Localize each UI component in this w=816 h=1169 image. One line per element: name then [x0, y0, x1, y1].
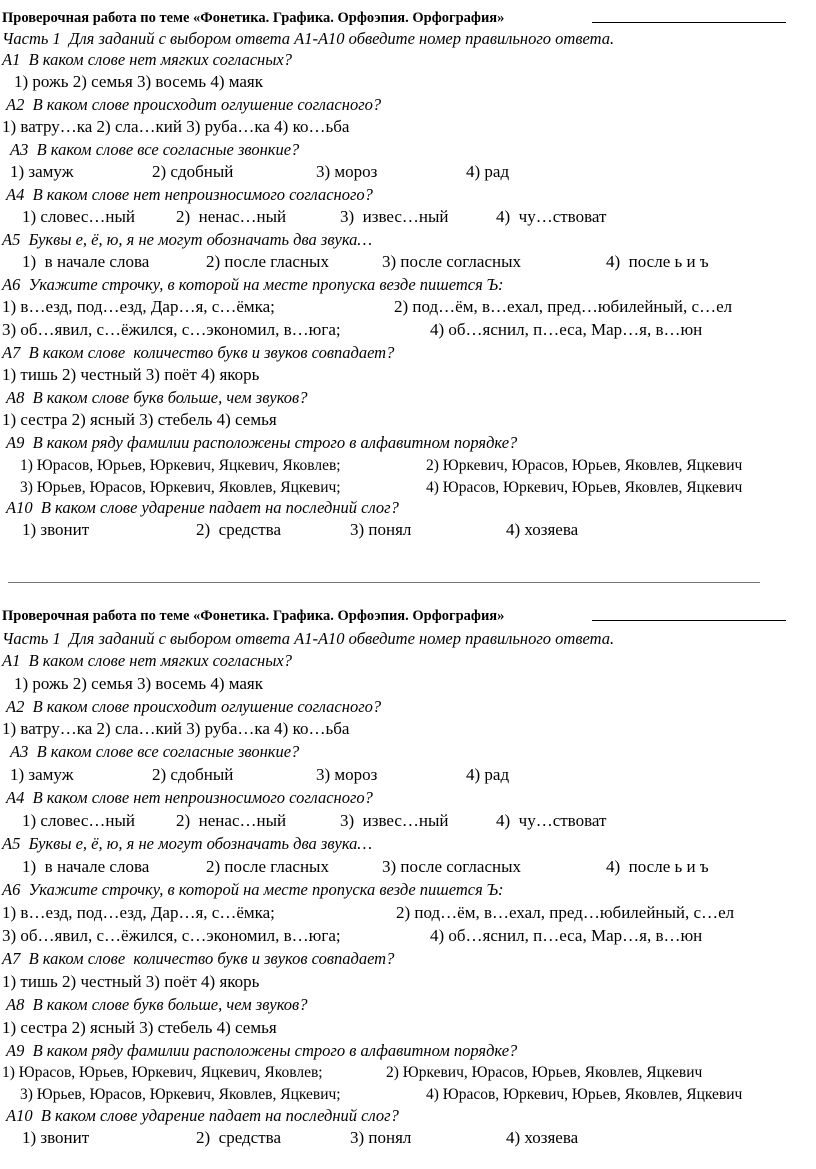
- answer-option[interactable]: 2) после гласных: [206, 857, 329, 876]
- question-a8: А8 В каком слове букв больше, чем звуков?: [6, 388, 308, 407]
- question-a3: А3 В каком слове все согласные звонкие?: [10, 140, 300, 159]
- answer-line[interactable]: 1) рожь 2) семья 3) восемь 4) маяк: [14, 72, 264, 91]
- answer-option[interactable]: 1) звонит: [22, 520, 90, 539]
- answer-option[interactable]: 2) ненас…ный: [176, 811, 287, 830]
- cut-separator-line: [8, 582, 760, 583]
- answer-line[interactable]: 1) рожь 2) семья 3) восемь 4) маяк: [14, 674, 264, 693]
- answer-option[interactable]: 3) понял: [350, 1128, 412, 1147]
- question-a4: А4 В каком слове нет непроизносимого согласного?: [6, 788, 373, 807]
- answer-option[interactable]: 4) рад: [466, 765, 510, 784]
- question-a5: А5 Буквы е, ё, ю, я не могут обозначать два звука…: [2, 834, 373, 853]
- question-a9: А9 В каком ряду фамилии расположены строго в алфавитном порядке?: [6, 433, 518, 452]
- question-a5: А5 Буквы е, ё, ю, я не могут обозначать два звука…: [2, 230, 373, 249]
- answer-line[interactable]: 1) сестра 2) ясный 3) стебель 4) семья: [2, 410, 277, 429]
- question-a9: А9 В каком ряду фамилии расположены строго в алфавитном порядке?: [6, 1041, 518, 1060]
- answer-option[interactable]: 4) после ь и ъ: [606, 252, 709, 271]
- answer-option[interactable]: 3) мороз: [316, 162, 378, 181]
- answer-option[interactable]: 3) об…явил, с…ёжился, с…экономил, в…юга;: [2, 320, 341, 339]
- answer-option[interactable]: 1) замуж: [10, 162, 74, 181]
- answer-option[interactable]: 4) хозяева: [506, 1128, 579, 1147]
- answer-option[interactable]: 1) словес…ный: [22, 811, 135, 830]
- answer-option[interactable]: 3) понял: [350, 520, 412, 539]
- answer-option[interactable]: 1) в начале слова: [22, 857, 150, 876]
- answer-option[interactable]: 2) под…ём, в…ехал, пред…юбилейный, с…ел: [394, 297, 733, 316]
- name-blank-line[interactable]: [592, 22, 786, 23]
- answer-option[interactable]: 1) Юрасов, Юрьев, Юркевич, Яцкевич, Яковлев;: [2, 1064, 323, 1081]
- answer-option[interactable]: 4) хозяева: [506, 520, 579, 539]
- answer-option[interactable]: 4) чу…ствоват: [496, 811, 607, 830]
- answer-option[interactable]: 4) об…яснил, п…еса, Мар…я, в…юн: [430, 926, 703, 945]
- answer-option[interactable]: 1) Юрасов, Юрьев, Юркевич, Яцкевич, Яковлев;: [20, 457, 341, 474]
- answer-option[interactable]: 1) звонит: [22, 1128, 90, 1147]
- answer-option[interactable]: 3) извес…ный: [340, 811, 449, 830]
- instructions: Часть 1 Для заданий с выбором ответа А1-А10 обведите номер правильного ответа.: [2, 29, 615, 48]
- instructions: Часть 1 Для заданий с выбором ответа А1-А10 обведите номер правильного ответа.: [2, 629, 615, 648]
- question-a10: А10 В каком слове ударение падает на последний слог?: [6, 498, 399, 517]
- answer-option[interactable]: 3) после согласных: [382, 252, 522, 271]
- question-a2: А2 В каком слове происходит оглушение согласного?: [6, 697, 382, 716]
- answer-line[interactable]: 1) ватру…ка 2) сла…кий 3) руба…ка 4) ко…ьба: [2, 117, 350, 136]
- answer-line[interactable]: 1) тишь 2) честный 3) поёт 4) якорь: [2, 972, 260, 991]
- answer-option[interactable]: 3) мороз: [316, 765, 378, 784]
- answer-line[interactable]: 1) ватру…ка 2) сла…кий 3) руба…ка 4) ко…ьба: [2, 719, 350, 738]
- answer-option[interactable]: 2) средства: [196, 1128, 281, 1147]
- answer-option[interactable]: 4) Юрасов, Юркевич, Юрьев, Яковлев, Яцкевич: [426, 1086, 743, 1103]
- question-a4: А4 В каком слове нет непроизносимого согласного?: [6, 185, 373, 204]
- answer-option[interactable]: 2) сдобный: [152, 765, 234, 784]
- question-a7: А7 В каком слове количество букв и звуков совпадает?: [2, 343, 395, 362]
- answer-option[interactable]: 4) Юрасов, Юркевич, Юрьев, Яковлев, Яцкевич: [426, 479, 743, 496]
- name-blank-line[interactable]: [592, 620, 786, 621]
- answer-option[interactable]: 3) извес…ный: [340, 207, 449, 226]
- answer-option[interactable]: 2) средства: [196, 520, 281, 539]
- answer-option[interactable]: 1) в…езд, под…езд, Дар…я, с…ёмка;: [2, 297, 275, 316]
- answer-option[interactable]: 4) об…яснил, п…еса, Мар…я, в…юн: [430, 320, 703, 339]
- answer-option[interactable]: 4) чу…ствоват: [496, 207, 607, 226]
- answer-option[interactable]: 4) после ь и ъ: [606, 857, 709, 876]
- worksheet-title: Проверочная работа по теме «Фонетика. Графика. Орфоэпия. Орфография»: [2, 10, 505, 26]
- answer-option[interactable]: 2) сдобный: [152, 162, 234, 181]
- answer-option[interactable]: 3) Юрьев, Юрасов, Юркевич, Яковлев, Яцкевич;: [20, 1086, 341, 1103]
- answer-line[interactable]: 1) тишь 2) честный 3) поёт 4) якорь: [2, 365, 260, 384]
- question-a6: А6 Укажите строчку, в которой на месте пропуска везде пишется Ъ:: [2, 275, 504, 294]
- answer-option[interactable]: 1) в…езд, под…езд, Дар…я, с…ёмка;: [2, 903, 275, 922]
- answer-option[interactable]: 2) после гласных: [206, 252, 329, 271]
- answer-option[interactable]: 1) словес…ный: [22, 207, 135, 226]
- answer-option[interactable]: 3) об…явил, с…ёжился, с…экономил, в…юга;: [2, 926, 341, 945]
- answer-option[interactable]: 2) ненас…ный: [176, 207, 287, 226]
- question-a10: А10 В каком слове ударение падает на последний слог?: [6, 1106, 399, 1125]
- answer-option[interactable]: 3) после согласных: [382, 857, 522, 876]
- answer-option[interactable]: 4) рад: [466, 162, 510, 181]
- answer-option[interactable]: 2) Юркевич, Юрасов, Юрьев, Яковлев, Яцкевич: [386, 1064, 703, 1081]
- answer-line[interactable]: 1) сестра 2) ясный 3) стебель 4) семья: [2, 1018, 277, 1037]
- answer-option[interactable]: 1) в начале слова: [22, 252, 150, 271]
- question-a8: А8 В каком слове букв больше, чем звуков?: [6, 995, 308, 1014]
- question-a7: А7 В каком слове количество букв и звуков совпадает?: [2, 949, 395, 968]
- question-a1: А1 В каком слове нет мягких согласных?: [2, 50, 292, 69]
- worksheet-title: Проверочная работа по теме «Фонетика. Графика. Орфоэпия. Орфография»: [2, 608, 505, 624]
- question-a2: А2 В каком слове происходит оглушение согласного?: [6, 95, 382, 114]
- answer-option[interactable]: 2) Юркевич, Юрасов, Юрьев, Яковлев, Яцкевич: [426, 457, 743, 474]
- answer-option[interactable]: 1) замуж: [10, 765, 74, 784]
- answer-option[interactable]: 2) под…ём, в…ехал, пред…юбилейный, с…ел: [396, 903, 735, 922]
- answer-option[interactable]: 3) Юрьев, Юрасов, Юркевич, Яковлев, Яцкевич;: [20, 479, 341, 496]
- question-a1: А1 В каком слове нет мягких согласных?: [2, 651, 292, 670]
- question-a6: А6 Укажите строчку, в которой на месте пропуска везде пишется Ъ:: [2, 880, 504, 899]
- question-a3: А3 В каком слове все согласные звонкие?: [10, 742, 300, 761]
